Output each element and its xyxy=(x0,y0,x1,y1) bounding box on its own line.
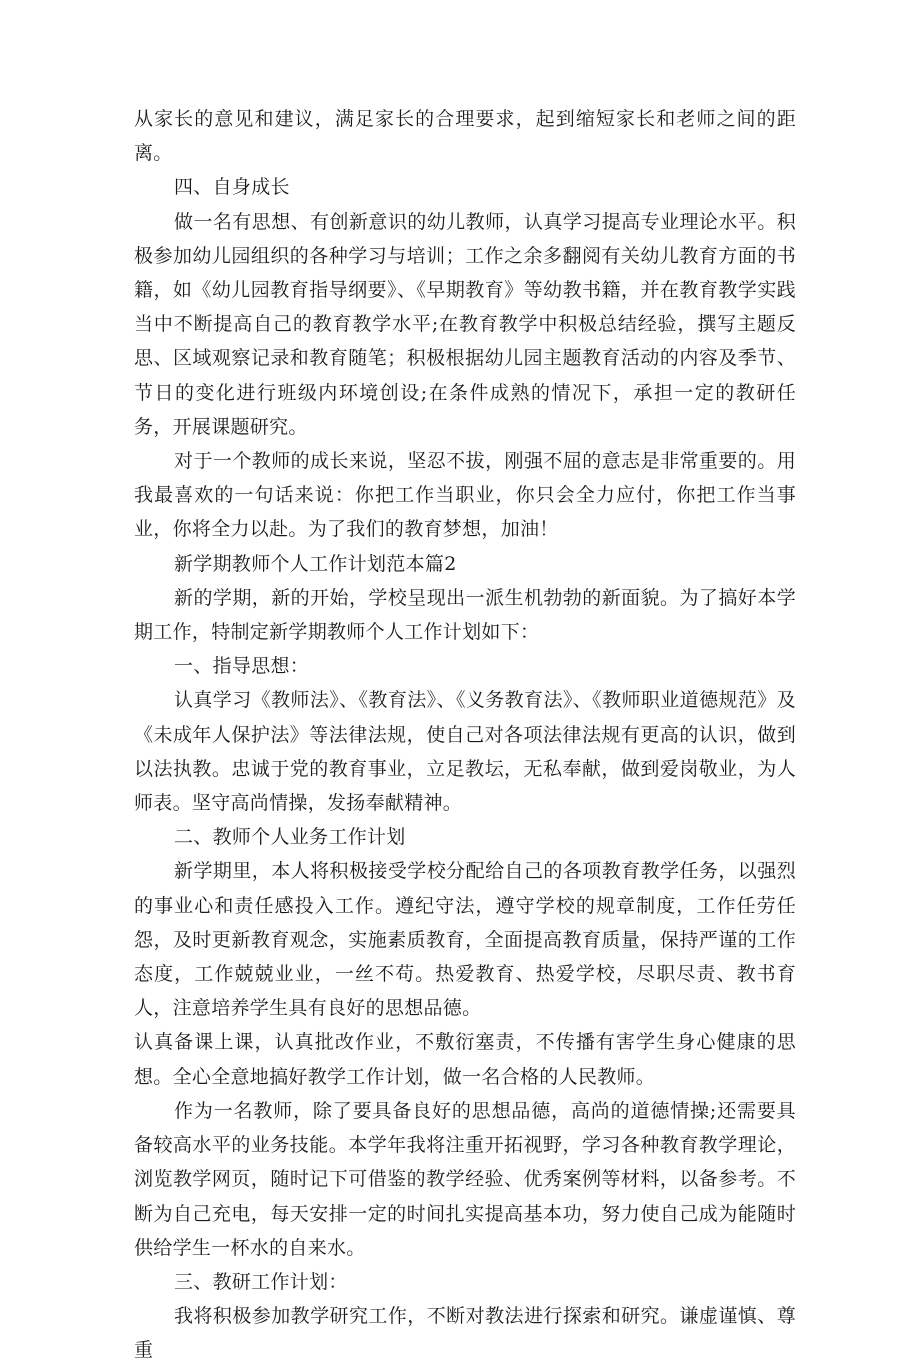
paragraph: 认真备课上课，认真批改作业，不敷衍塞责，不传播有害学生身心健康的思想。全心全意地搞好教学工作计划，做一名合格的人民教师。 xyxy=(134,1031,796,1088)
paragraph: 对于一个教师的成长来说，坚忍不拔，刚强不屈的意志是非常重要的。用我最喜欢的一句话来说：你把工作当职业，你只会全力应付，你把工作当事业，你将全力以赴。为了我们的教育梦想，加油！ xyxy=(134,450,796,541)
section-heading: 三、教研工作计划： xyxy=(174,1270,348,1293)
document-body xyxy=(134,102,796,1368)
section-heading: 二、教师个人业务工作计划 xyxy=(174,826,406,849)
paragraph: 做一名有思想、有创新意识的幼儿教师，认真学习提高专业理论水平。积极参加幼儿园组织的各种学习与培训；工作之余多翻阅有关幼儿教育方面的书籍，如《幼儿园教育指导纲要》、《早期教育》等幼教书籍，并在教育教学实践当中不断提高自己的教育教学水平;在教育教学中积极总结经验，撰写主题反思、区域观察记录和教育随笔；积极根据幼儿园主题教育活动的内容及季节、节日的变化进行班级内环境创设;在条件成熟的情况下，承担一定的教研任务，开展课题研究。 xyxy=(134,210,796,438)
article-title: 新学期教师个人工作计划范本篇2 xyxy=(174,552,457,575)
paragraph: 从家长的意见和建议，满足家长的合理要求，起到缩短家长和老师之间的距离。 xyxy=(134,108,796,165)
paragraph: 认真学习《教师法》、《教育法》、《义务教育法》、《教师职业道德规范》及《未成年人保护法》等法律法规，使自己对各项法律法规有更高的认识，做到以法执教。忠诚于党的教育事业，立足教坛，无私奉献，做到爱岗敬业，为人师表。坚守高尚情操，发扬奉献精神。 xyxy=(134,689,796,815)
paragraph: 作为一名教师，除了要具备良好的思想品德，高尚的道德情操;还需要具备较高水平的业务技能。本学年我将注重开拓视野，学习各种教育教学理论，浏览教学网页，随时记下可借鉴的教学经验、优秀案例等材料，以备参考。不断为自己充电，每天安排一定的时间扎实提高基本功，努力使自己成为能随时供给学生一杯水的自来水。 xyxy=(134,1099,796,1259)
paragraph: 新学期里，本人将积极接受学校分配给自己的各项教育教学任务，以强烈的事业心和责任感投入工作。遵纪守法，遵守学校的规章制度，工作任劳任怨，及时更新教育观念，实施素质教育，全面提高教育质量，保持严谨的工作态度，工作兢兢业业，一丝不苟。热爱教育、热爱学校，尽职尽责、教书育人，注意培养学生具有良好的思想品德。 xyxy=(134,860,796,1020)
section-heading: 一、指导思想： xyxy=(174,655,310,678)
paragraph: 我将积极参加教学研究工作，不断对教法进行探索和研究。谦虚谨慎、尊重 xyxy=(134,1305,796,1362)
section-heading: 四、自身成长 xyxy=(174,176,290,199)
paragraph: 新的学期，新的开始，学校呈现出一派生机勃勃的新面貌。为了搞好本学期工作，特制定新学期教师个人工作计划如下： xyxy=(134,586,796,644)
